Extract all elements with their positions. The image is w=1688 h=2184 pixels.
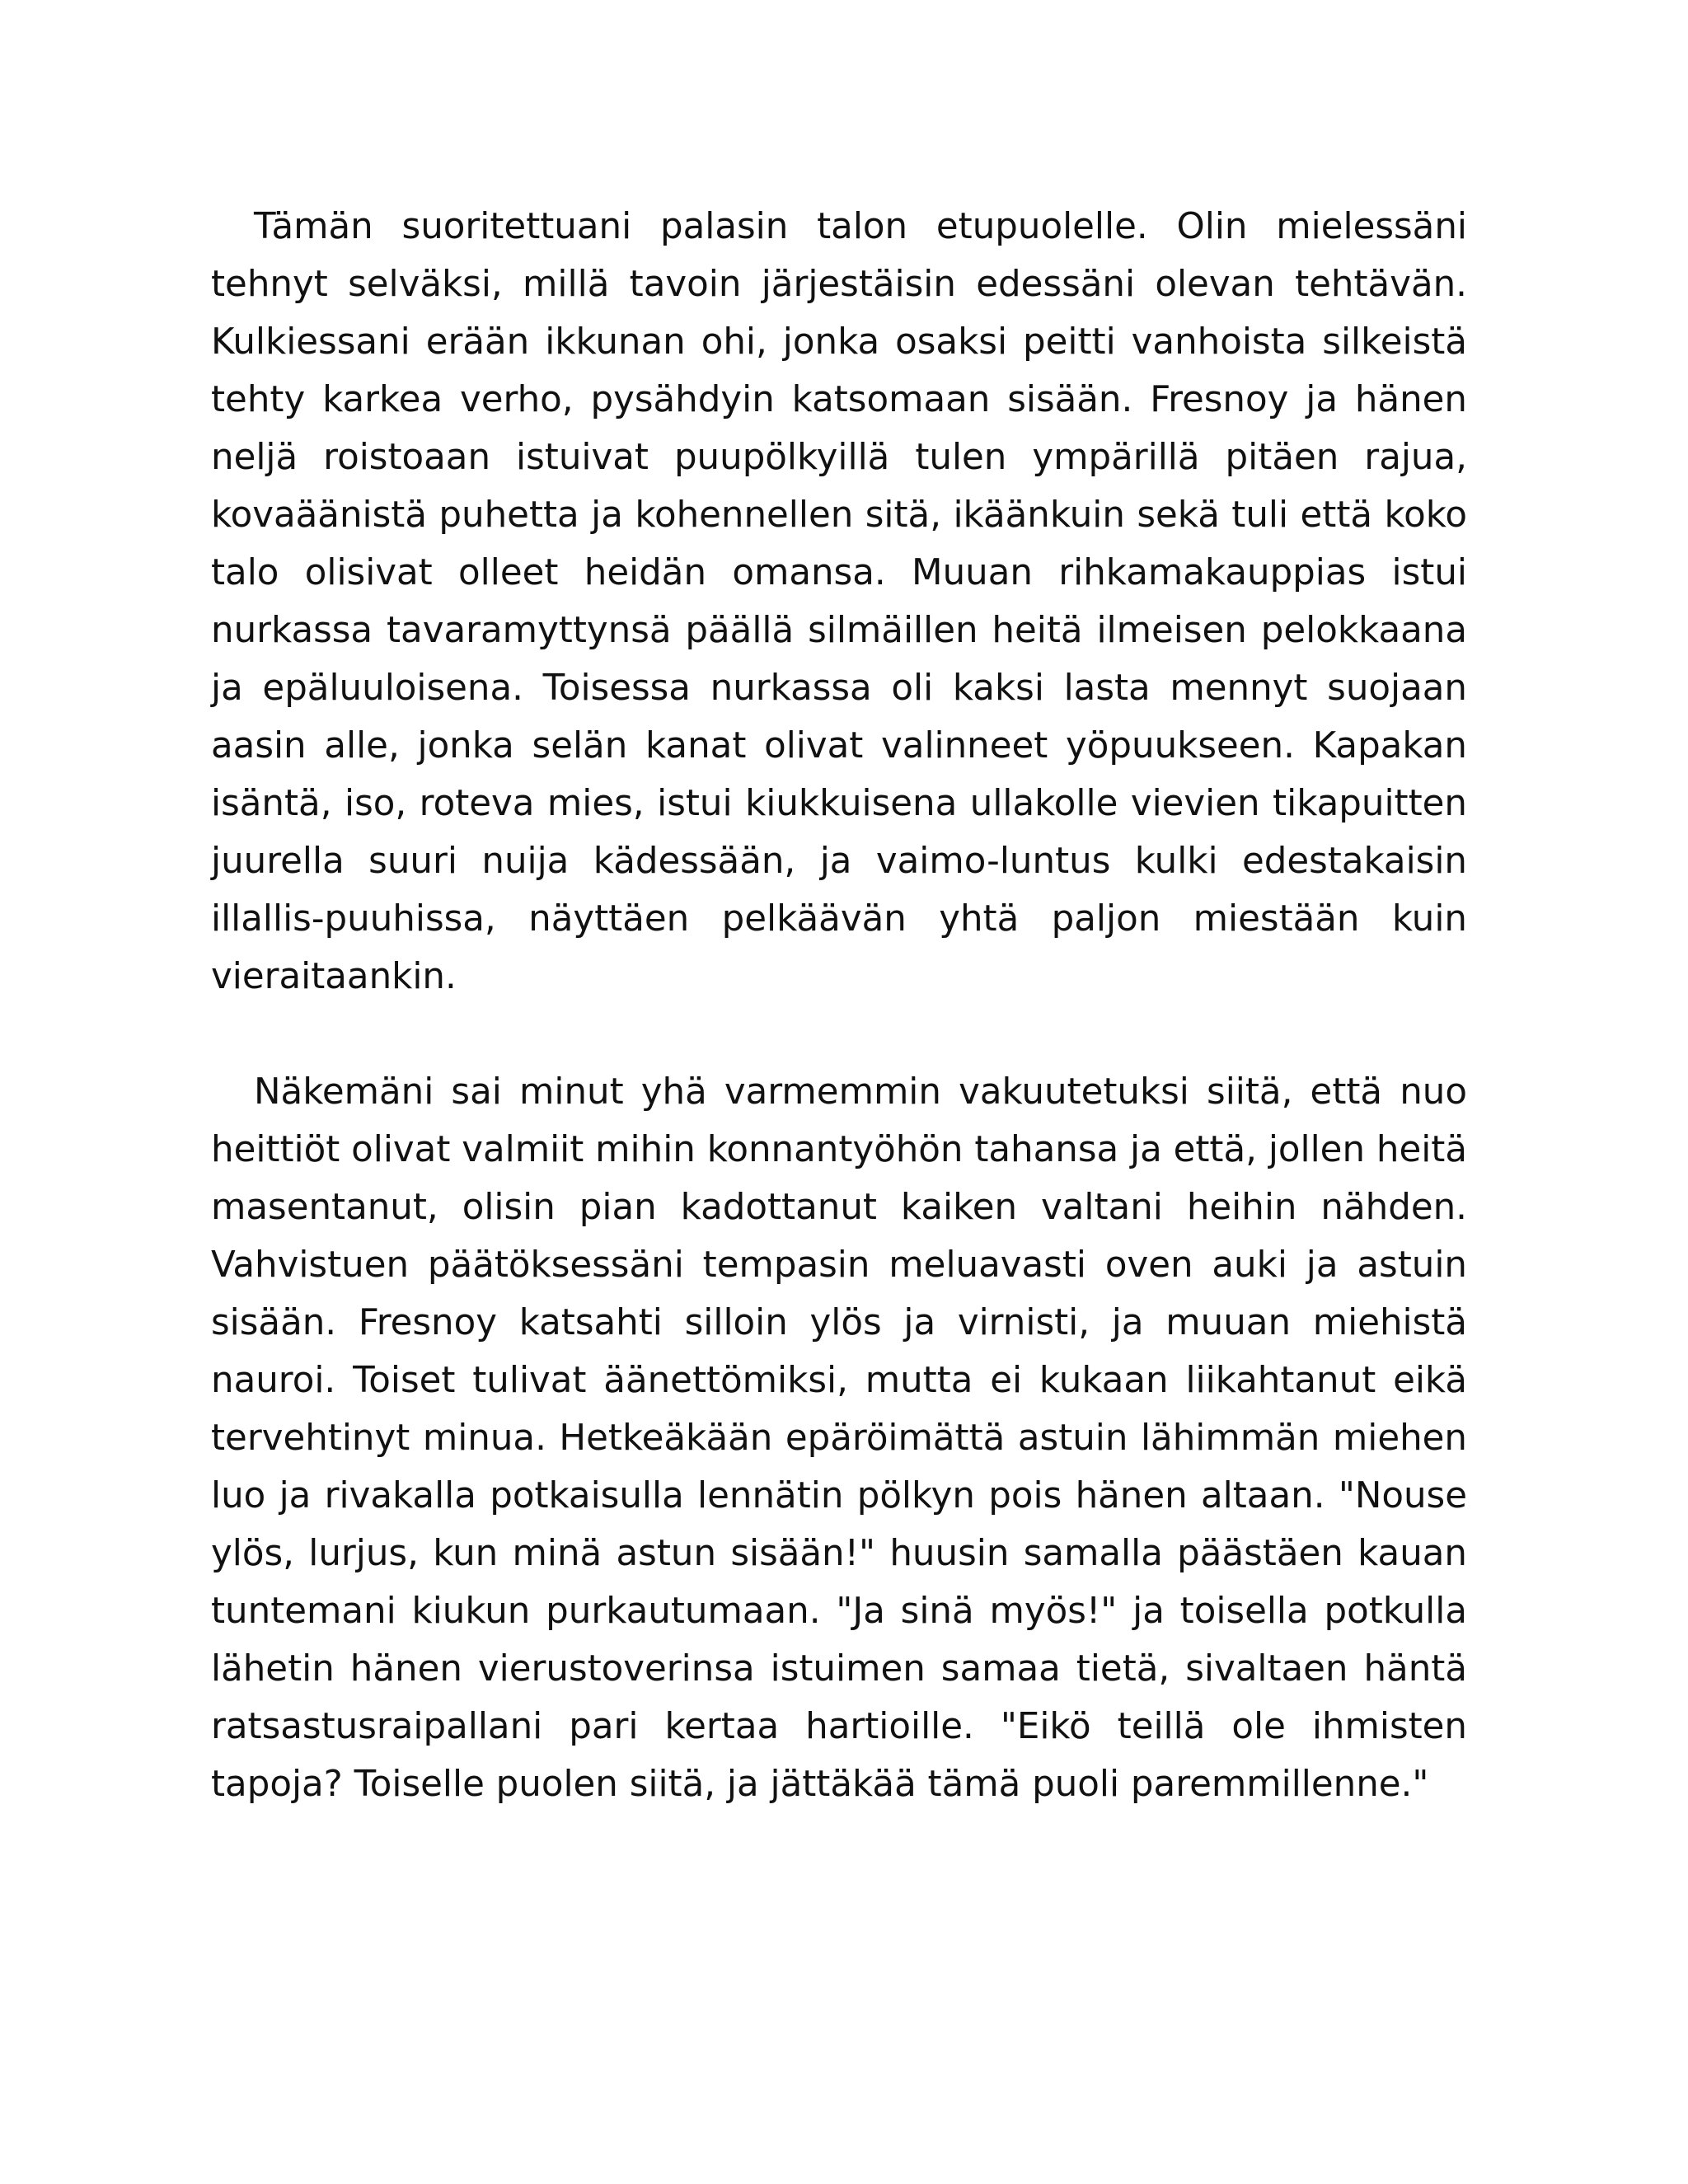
paragraph-2: Näkemäni sai minut yhä varmemmin vakuutetuksi siitä, että nuo heittiöt olivat valmiit mihin konnantyöhön tahansa ja että, jollen heitä masentanut, olisin pian kadottanut kaiken valtani heihin nähden. Vahvistuen päätöksessäni tempasin meluavasti oven auki ja astuin sisään. Fresnoy katsahti silloin ylös ja virnisti, ja muuan miehistä nauroi. Toiset tulivat äänettömiksi, mutta ei kukaan liikahtanut eikä tervehtinyt minua. Hetkeäkään epäröimättä astuin lähimmän miehen luo ja rivakalla potkaisulla lennätin pölkyn pois hänen altaan. "Nouse ylös, lurjus, kun minä astun sisään!" huusin samalla päästäen kauan tuntemani kiukun purkautumaan. "Ja sinä myös!" ja toisella potkulla lähetin hänen vierustoverinsa istuimen samaa tietä, sivaltaen häntä ratsastusraipallani pari kertaa hartioille. "Eikö teillä ole ihmisten tapoja? Toiselle puolen siitä, ja jättäkää tämä puoli paremmillenne." — [211, 1071, 1467, 1805]
paragraph-1: Tämän suoritettuani palasin talon etupuolelle. Olin mielessäni tehnyt selväksi, millä tavoin järjestäisin edessäni olevan tehtävän. Kulkiessani erään ikkunan ohi, jonka osaksi peitti vanhoista silkeistä tehty karkea verho, pysähdyin katsomaan sisään. Fresnoy ja hänen neljä roistoaan istuivat puupölkyillä tulen ympärillä pitäen rajua, kovaäänistä puhetta ja kohennellen sitä, ikäänkuin sekä tuli että koko talo olisivat olleet heidän omansa. Muuan rihkamakauppias istui nurkassa tavaramyttynsä päällä silmäillen heitä ilmeisen pelokkaana ja epäluuloisena. Toisessa nurkassa oli kaksi lasta mennyt suojaan aasin alle, jonka selän kanat olivat valinneet yöpuukseen. Kapakan isäntä, iso, roteva mies, istui kiukkuisena ullakolle vievien tikapuitten juurella suuri nuija kädessään, ja vaimo-luntus kulki edestakaisin illallis-puuhissa, näyttäen pelkäävän yhtä paljon miestään kuin vieraitaankin. — [211, 206, 1467, 997]
document-page — [211, 198, 1467, 1813]
